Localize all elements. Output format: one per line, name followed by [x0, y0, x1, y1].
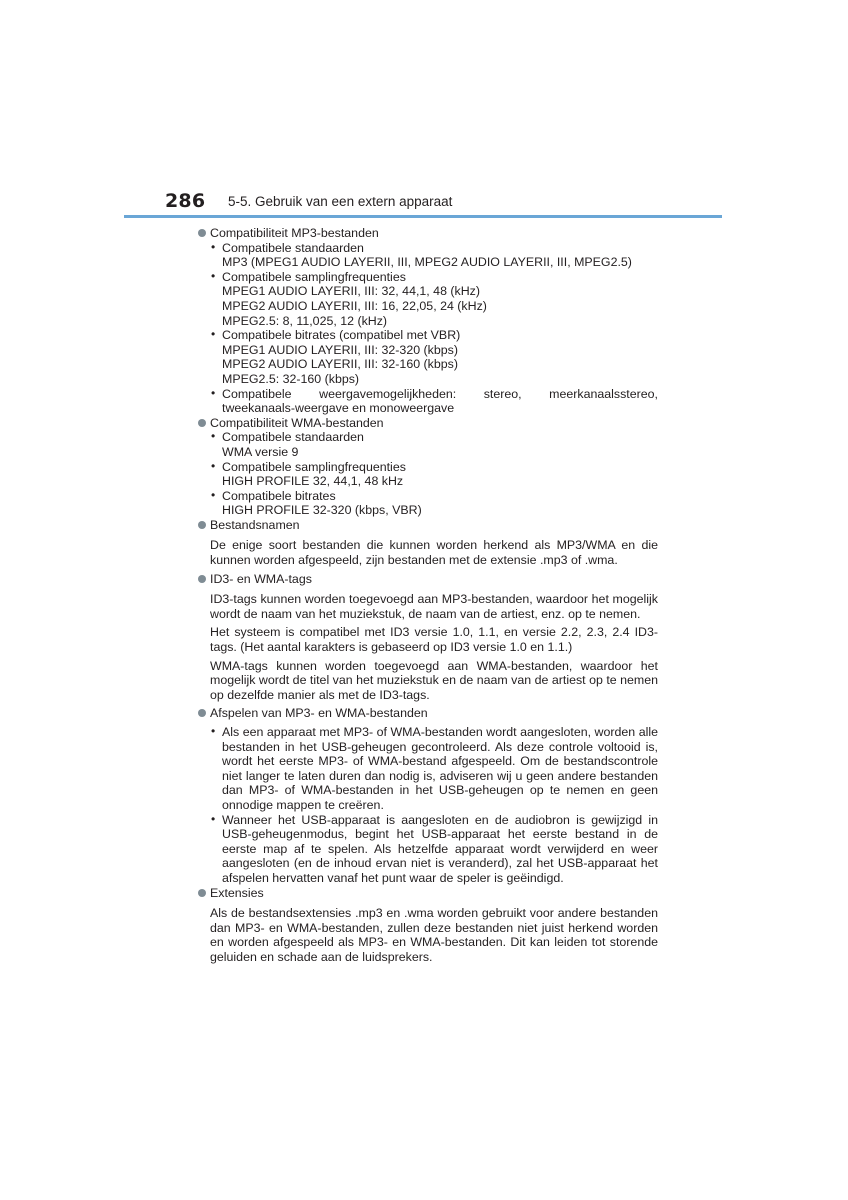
list-item: • Compatibele standaarden MP3 (MPEG1 AUDIO LAYERII, III, MPEG2 AUDIO LAYERII, III, MPEG2.5) — [211, 239, 632, 270]
paragraph: ID3-tags kunnen worden toegevoegd aan MP3-bestanden, waardoor het mogelijk wordt de naam van het muziekstuk, de naam van de artiest, enz. op te nemen. — [210, 592, 658, 621]
paragraph: WMA-tags kunnen worden toegevoegd aan WMA-bestanden, waardoor het mogelijk wordt de titel van het muziekstuk en de naam van de artiest op te nemen op dezelfde manier als met de ID3-tags. — [210, 658, 658, 702]
section-heading-extensions: Extensies — [196, 886, 658, 901]
section-heading-playback: Afspelen van MP3- en WMA-bestanden — [196, 706, 658, 721]
bullet-dot-icon — [198, 709, 206, 717]
section-heading-tags: ID3- en WMA-tags — [196, 572, 658, 587]
page-number: 286 — [165, 190, 206, 212]
mp3-spec-list — [196, 241, 658, 416]
bullet-dot-icon — [198, 575, 206, 583]
list-item: • Compatibele standaarden WMA versie 9 — [211, 429, 364, 459]
list-item: • Compatibele samplingfrequenties HIGH PROFILE 32, 44,1, 48 kHz — [211, 458, 406, 489]
paragraph: Als de bestandsextensies .mp3 en .wma worden gebruikt voor andere bestanden dan MP3- en WMA-bestanden, zullen deze bestanden niet juist herkend worden en worden afgespeeld als MP3- en WMA-bestanden. Dit kan leiden tot storende geluiden en schade aan de luidsprekers. — [210, 906, 658, 964]
sub-bullet-icon: • — [211, 268, 216, 283]
list-item: • Compatibele samplingfrequenties MPEG1 AUDIO LAYERII, III: 32, 44,1, 48 (kHz) MPEG2 AUDIO LAYERII, III: 16, 22,05, 24 (kHz) MPEG2.5: 8, 11,025, 12 (kHz) — [211, 268, 487, 328]
section-heading-mp3: Compatibiliteit MP3-bestanden — [196, 226, 658, 241]
sub-bullet-icon: • — [211, 487, 216, 502]
list-item: • Wanneer het USB-apparaat is aangesloten en de audiobron is gewijzigd in USB-geheugenmodus, begint het USB-apparaat het eerste bestand in de eerste map af te spelen. Als hetzelfde apparaat wordt verwijderd en weer aangesloten (en de inhoud ervan niet is veranderd), zal het USB-apparaat het afspelen hervatten vanaf het punt waar de speler is geëindigd. — [211, 811, 658, 885]
sub-bullet-icon: • — [211, 327, 216, 342]
bullet-dot-icon — [198, 889, 206, 897]
section-heading-filenames: Bestandsnamen — [196, 518, 658, 533]
chapter-title: 5-5. Gebruik van een extern apparaat — [228, 194, 453, 209]
wma-spec-list — [196, 430, 658, 518]
header-divider — [124, 215, 722, 218]
page-content — [196, 226, 658, 969]
sub-bullet-icon: • — [211, 811, 216, 826]
sub-bullet-icon: • — [211, 724, 216, 738]
list-item: • Compatibele bitrates (compatibel met VBR) MPEG1 AUDIO LAYERII, III: 32-320 (kbps) MPEG2 AUDIO LAYERII, III: 32-160 (kbps) MPEG2.5: 32-160 (kbps) — [211, 327, 461, 386]
paragraph: De enige soort bestanden die kunnen worden herkend als MP3/WMA en die kunnen worden afgespeeld, zijn bestanden met de extensie .mp3 of .wma. — [210, 538, 658, 568]
bullet-dot-icon — [198, 229, 206, 237]
sub-bullet-icon: • — [211, 429, 216, 444]
paragraph: Het systeem is compatibel met ID3 versie 1.0, 1.1, en versie 2.2, 2.3, 2.4 ID3-tags. (Het aantal karakters is gebaseerd op ID3 versie 1.0 en 1.1.) — [210, 625, 658, 655]
list-item: • Compatibele weergavemogelijkheden: stereo, meerkanaalsstereo, tweekanaals-weergave en monoweergave — [211, 385, 658, 416]
bullet-dot-icon — [198, 521, 206, 529]
sub-bullet-icon: • — [211, 385, 216, 400]
section-heading-wma: Compatibiliteit WMA-bestanden — [196, 416, 658, 431]
sub-bullet-icon: • — [211, 239, 216, 254]
bullet-dot-icon — [198, 419, 206, 427]
list-item: • Als een apparaat met MP3- of WMA-bestanden wordt aangesloten, worden alle bestanden in het USB-geheugen gecontroleerd. Als deze controle voltooid is, wordt het eerste MP3- of WMA-bestand afgespeeld. Om de bestandscontrole niet langer te laten duren dan nodig is, adviseren wij u geen andere bestanden dan MP3- of WMA-bestanden in het USB-geheugen op te nemen en geen onnodige mappen te creëren. — [211, 724, 658, 812]
sub-bullet-icon: • — [211, 458, 216, 473]
list-item: • Compatibele bitrates HIGH PROFILE 32-320 (kbps, VBR) — [211, 487, 422, 518]
playback-list — [196, 725, 658, 886]
